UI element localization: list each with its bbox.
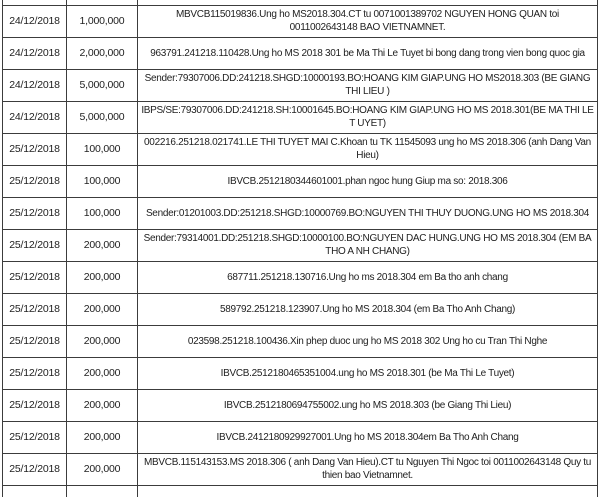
- table-row: [3, 5, 598, 37]
- date-cell: [3, 485, 67, 497]
- amount-cell: [67, 485, 138, 497]
- amount-cell[interactable]: 1,000,000: [67, 5, 138, 37]
- date-cell[interactable]: 25/12/2018: [3, 453, 67, 485]
- table-row: [3, 325, 598, 357]
- description-cell[interactable]: IBVCB.2512180465351004.ung ho MS 2018.301 (be Ma Thi Le Tuyet): [138, 357, 598, 389]
- description-cell[interactable]: 589792.251218.123907.Ung ho MS 2018.304 (em Ba Tho Anh Chang): [138, 293, 598, 325]
- amount-cell[interactable]: 200,000: [67, 293, 138, 325]
- description-cell[interactable]: IBVCB.2512180344601001.phan ngoc hung Giup ma so: 2018.306: [138, 165, 598, 197]
- date-cell[interactable]: 24/12/2018: [3, 101, 67, 133]
- date-cell[interactable]: 25/12/2018: [3, 389, 67, 421]
- description-cell[interactable]: Sender:79314001.DD:251218.SHGD:10000100.BO:NGUYEN DAC HUNG.UNG HO MS 2018.304 (EM BA THO A NH CHANG): [138, 229, 598, 261]
- table-row: [3, 261, 598, 293]
- date-cell[interactable]: 25/12/2018: [3, 261, 67, 293]
- table-row: [3, 165, 598, 197]
- date-cell[interactable]: 25/12/2018: [3, 229, 67, 261]
- date-cell[interactable]: 25/12/2018: [3, 293, 67, 325]
- description-cell: [138, 485, 598, 497]
- table-row: [3, 197, 598, 229]
- description-cell[interactable]: 002216.251218.021741.LE THI TUYET MAI C.Khoan tu TK 11545093 ung ho MS 2018.306 (anh Dang Van Hieu): [138, 133, 598, 165]
- date-cell[interactable]: 25/12/2018: [3, 165, 67, 197]
- description-cell[interactable]: 963791.241218.110428.Ung ho MS 2018 301 be Ma Thi Le Tuyet bi bong dang trong vien bong quoc gia: [138, 37, 598, 69]
- description-cell[interactable]: 023598.251218.100436.Xin phep duoc ung ho MS 2018 302 Ung ho cu Tran Thi Nghe: [138, 325, 598, 357]
- date-cell[interactable]: 24/12/2018: [3, 5, 67, 37]
- amount-cell[interactable]: 200,000: [67, 325, 138, 357]
- description-cell[interactable]: MBVCB.115143153.MS 2018.306 ( anh Dang Van Hieu).CT tu Nguyen Thi Ngoc toi 0011002643148 Quy tu thien bao Vietnamnet.: [138, 453, 598, 485]
- amount-cell[interactable]: 200,000: [67, 229, 138, 261]
- amount-cell[interactable]: 200,000: [67, 453, 138, 485]
- date-cell[interactable]: 25/12/2018: [3, 133, 67, 165]
- date-cell[interactable]: 25/12/2018: [3, 357, 67, 389]
- description-cell[interactable]: IBVCB.2512180694755002.ung ho MS 2018.303 (be Giang Thi Lieu): [138, 389, 598, 421]
- date-cell[interactable]: 24/12/2018: [3, 69, 67, 101]
- amount-cell[interactable]: 2,000,000: [67, 37, 138, 69]
- amount-cell[interactable]: 200,000: [67, 421, 138, 453]
- description-cell[interactable]: 687711.251218.130716.Ung ho ms 2018.304 em Ba tho anh chang: [138, 261, 598, 293]
- donation-transactions-table: [2, 0, 598, 497]
- table-row: [3, 101, 598, 133]
- date-cell[interactable]: 25/12/2018: [3, 421, 67, 453]
- table-row: [3, 37, 598, 69]
- table-row: [3, 453, 598, 485]
- description-cell[interactable]: MBVCB115019836.Ung ho MS2018.304.CT tu 0071001389702 NGUYEN HONG QUAN toi 0011002643148 BAO VIETNAMNET.: [138, 5, 598, 37]
- table-row: [3, 389, 598, 421]
- date-cell[interactable]: 24/12/2018: [3, 37, 67, 69]
- amount-cell[interactable]: 200,000: [67, 389, 138, 421]
- description-cell[interactable]: Sender:01201003.DD:251218.SHGD:10000769.BO:NGUYEN THI THUY DUONG.UNG HO MS 2018.304: [138, 197, 598, 229]
- table-row: [3, 229, 598, 261]
- date-cell[interactable]: 25/12/2018: [3, 325, 67, 357]
- amount-cell[interactable]: 200,000: [67, 357, 138, 389]
- table-row: [3, 357, 598, 389]
- table-row: [3, 421, 598, 453]
- table-row: [3, 133, 598, 165]
- table-row: [3, 69, 598, 101]
- amount-cell[interactable]: 5,000,000: [67, 101, 138, 133]
- amount-cell[interactable]: 5,000,000: [67, 69, 138, 101]
- amount-cell[interactable]: 100,000: [67, 197, 138, 229]
- table-row-partial-bottom: [3, 485, 598, 497]
- table-row: [3, 293, 598, 325]
- amount-cell[interactable]: 100,000: [67, 165, 138, 197]
- description-cell[interactable]: IBPS/SE:79307006.DD:241218.SH:10001645.BO:HOANG KIM GIAP.UNG HO MS 2018.301(BE MA THI LE T UYET): [138, 101, 598, 133]
- description-cell[interactable]: Sender:79307006.DD:241218.SHGD:10000193.BO:HOANG KIM GIAP.UNG HO MS2018.303 (BE GIANG THI LIEU ): [138, 69, 598, 101]
- description-cell[interactable]: IBVCB.2412180929927001.Ung ho MS 2018.304em Ba Tho Anh Chang: [138, 421, 598, 453]
- amount-cell[interactable]: 200,000: [67, 261, 138, 293]
- amount-cell[interactable]: 100,000: [67, 133, 138, 165]
- date-cell[interactable]: 25/12/2018: [3, 197, 67, 229]
